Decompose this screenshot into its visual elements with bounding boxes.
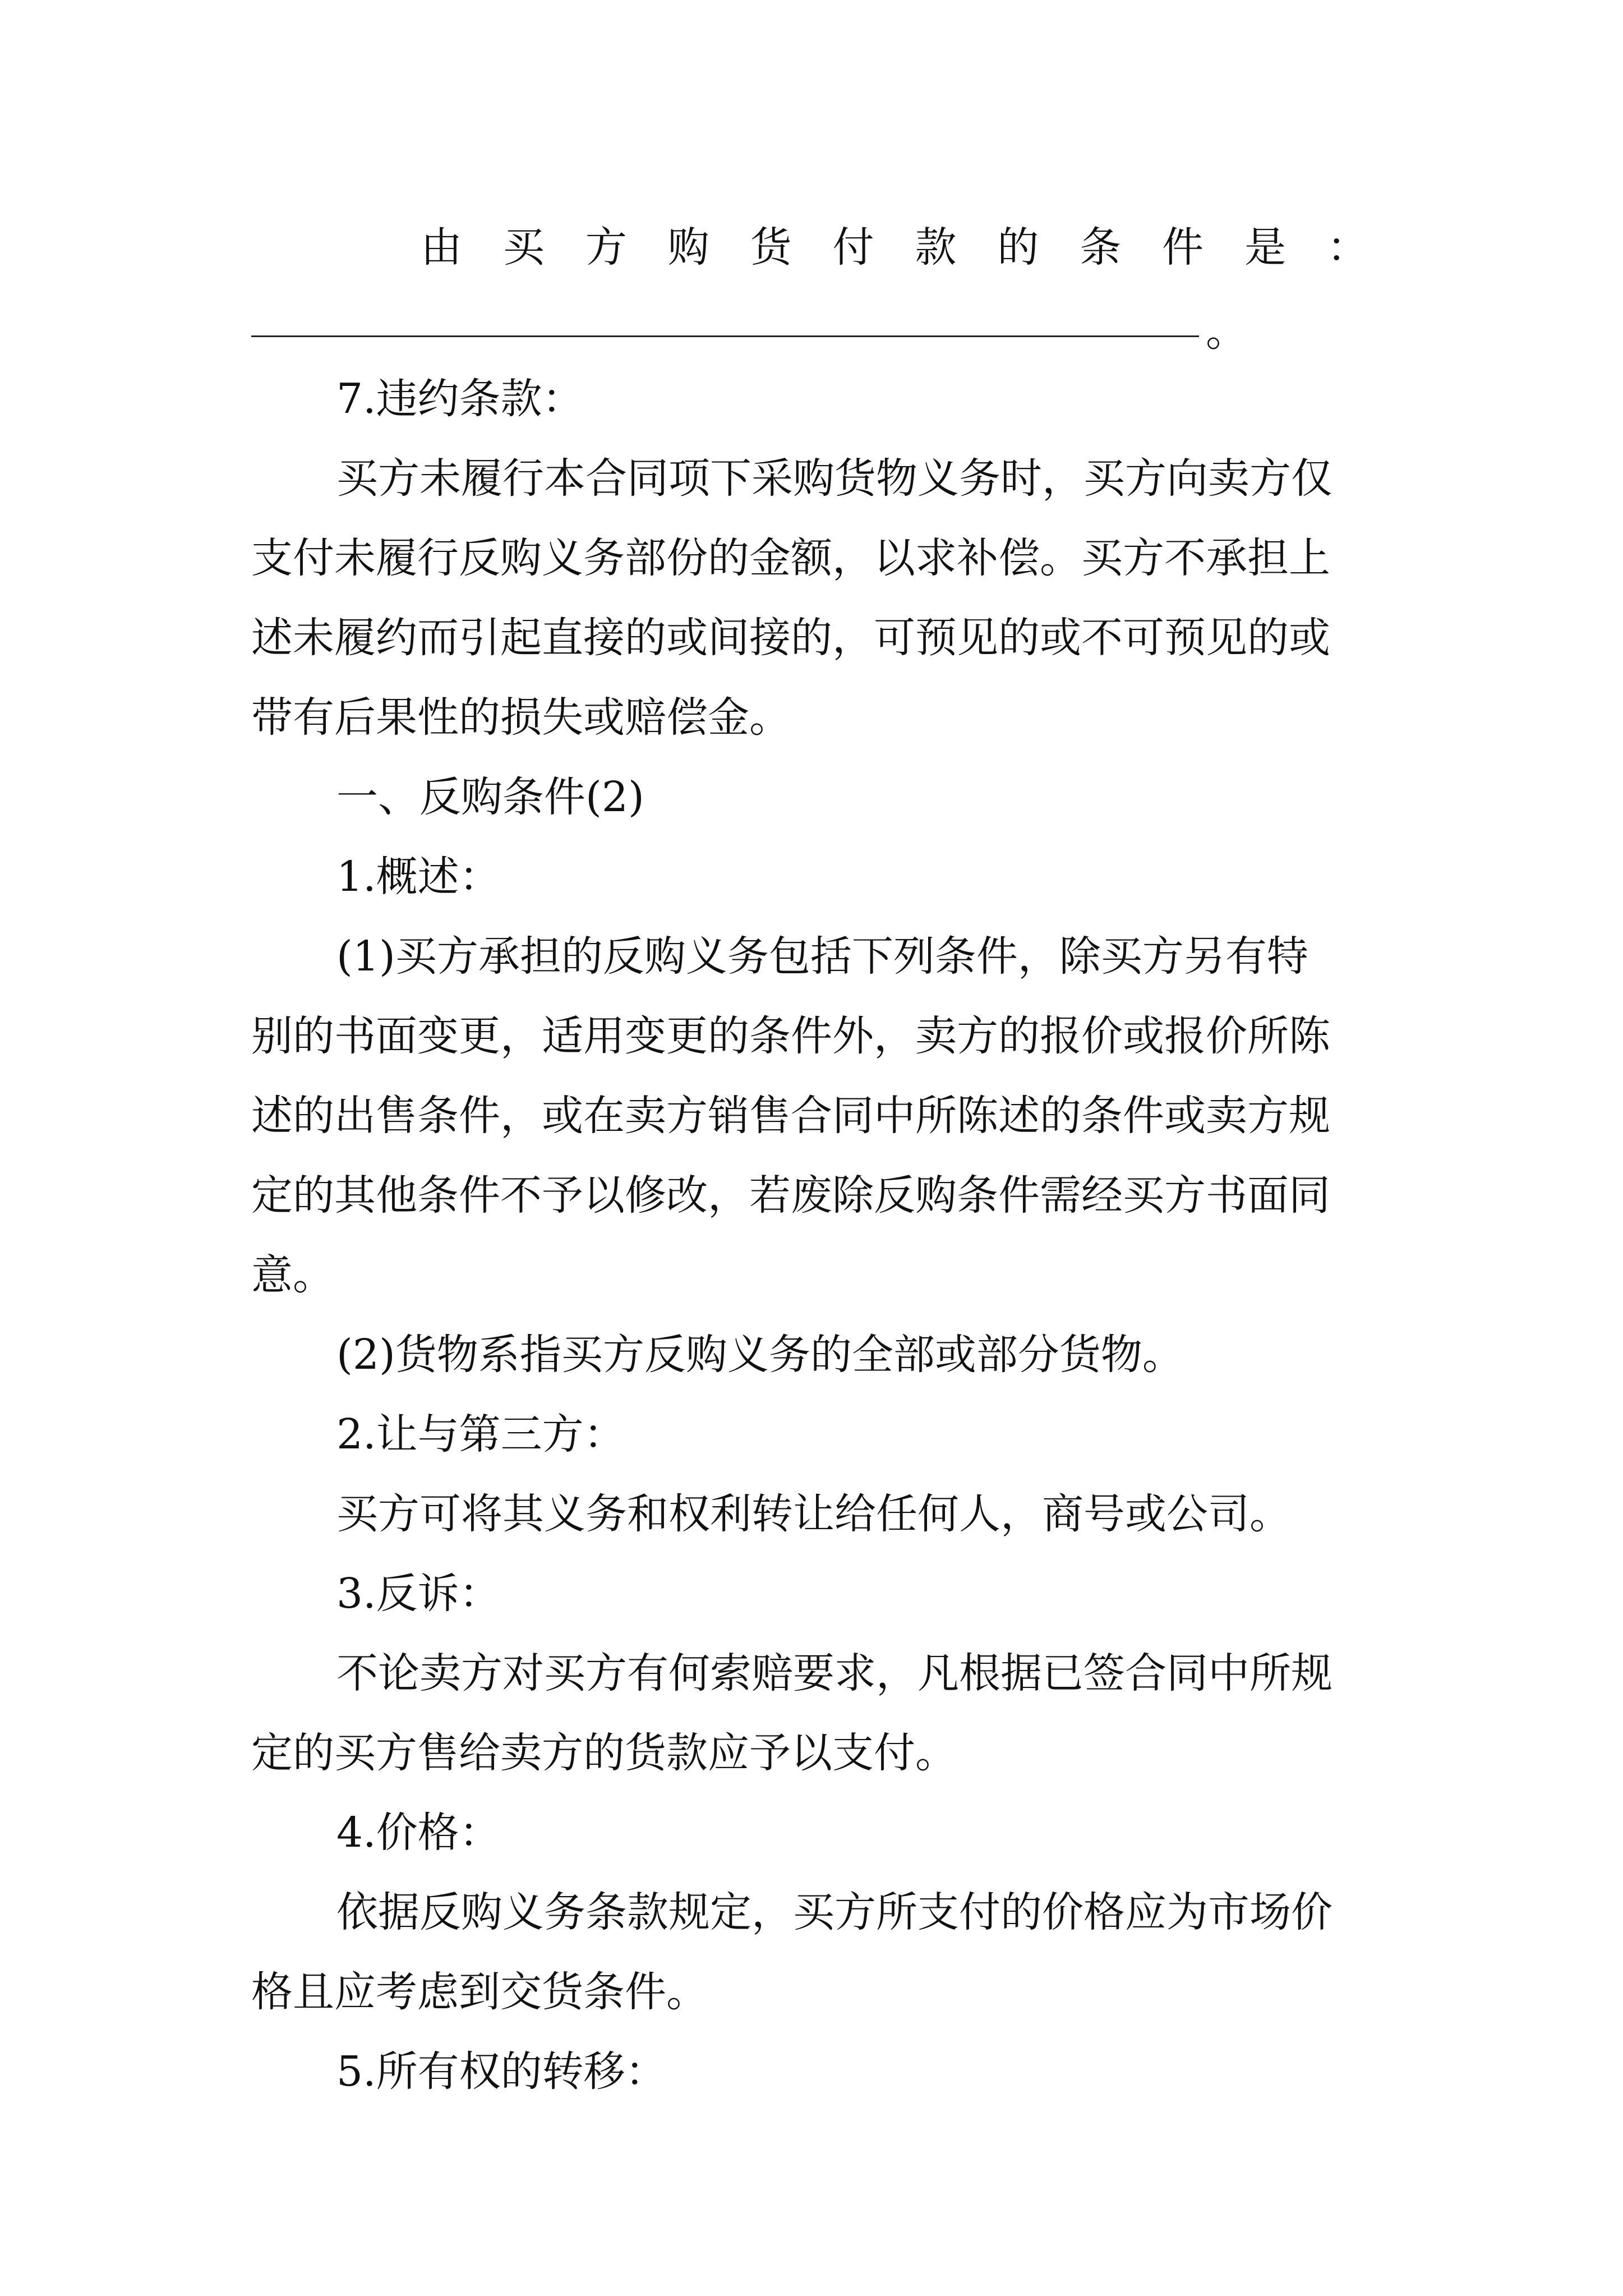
blank-period: 。 bbox=[1206, 307, 1247, 356]
paragraph-line: 述的出售条件，或在卖方销售合同中所陈述的条件或卖方规 bbox=[251, 1092, 1330, 1140]
paragraph-line: 述未履约而引起直接的或间接的，可预见的或不可预见的或 bbox=[251, 614, 1330, 662]
char: 是 bbox=[1244, 223, 1287, 272]
clause-heading: 3.反诉： bbox=[336, 1570, 501, 1618]
section-heading: 一、反购条件(2) bbox=[336, 773, 644, 821]
clause-heading: 5.所有权的转移： bbox=[336, 2047, 667, 2096]
clause-heading: 1.概述： bbox=[336, 853, 501, 901]
paragraph-line: (1)买方承担的反购义务包括下列条件，除买方另有特 bbox=[336, 932, 1308, 981]
paragraph-line: 依据反购义务条款规定，买方所支付的价格应为市场价 bbox=[336, 1888, 1332, 1936]
clause-heading: 2.让与第三方： bbox=[336, 1410, 625, 1458]
char: 方 bbox=[585, 223, 627, 272]
char: 由 bbox=[421, 223, 462, 272]
char: 付 bbox=[832, 223, 874, 272]
paragraph-line: 买方可将其义务和权利转让给任何人，商号或公司。 bbox=[336, 1490, 1291, 1538]
paragraph-line: 意。 bbox=[251, 1251, 334, 1299]
clause-heading: 4.价格： bbox=[336, 1809, 501, 1857]
payment-condition-line bbox=[421, 208, 1368, 287]
char: 买 bbox=[502, 223, 545, 272]
fill-in-blank bbox=[251, 335, 1199, 337]
char: 条 bbox=[1080, 223, 1122, 272]
char: 货 bbox=[750, 223, 792, 272]
paragraph-line: 不论卖方对买方有何索赔要求，凡根据已签合同中所规 bbox=[336, 1649, 1332, 1697]
paragraph-line: 格且应考虑到交货条件。 bbox=[251, 1968, 708, 2016]
paragraph-line: 定的买方售给卖方的货款应予以支付。 bbox=[251, 1729, 957, 1777]
char: ： bbox=[1326, 223, 1368, 272]
char: 款 bbox=[915, 223, 957, 272]
clause-heading: 7.违约条款： bbox=[336, 375, 584, 423]
paragraph-line: 别的书面变更，适用变更的条件外，卖方的报价或报价所陈 bbox=[251, 1012, 1330, 1060]
char: 购 bbox=[667, 223, 709, 272]
char: 件 bbox=[1162, 223, 1204, 272]
paragraph-line: 买方未履行本合同项下采购货物义务时，买方向卖方仅 bbox=[336, 454, 1332, 503]
char: 的 bbox=[997, 223, 1039, 272]
paragraph-line: 定的其他条件不予以修改，若废除反购条件需经买方书面同 bbox=[251, 1171, 1330, 1220]
paragraph-line: (2)货物系指买方反购义务的全部或部分货物。 bbox=[336, 1331, 1184, 1379]
paragraph-line: 带有后果性的损失或赔偿金。 bbox=[251, 693, 791, 742]
paragraph-line: 支付未履行反购义务部份的金额，以求补偿。买方不承担上 bbox=[251, 534, 1330, 582]
